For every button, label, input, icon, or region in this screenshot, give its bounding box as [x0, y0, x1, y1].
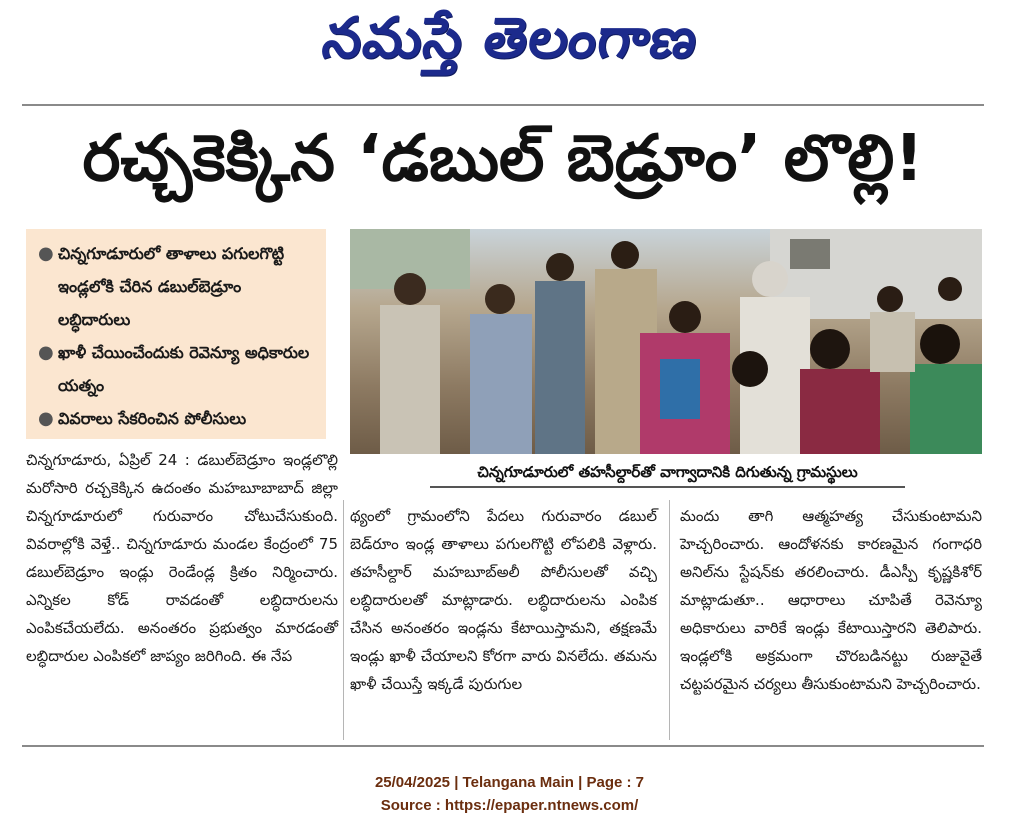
bottom-divider — [22, 745, 984, 747]
footer-source[interactable]: Source : https://epaper.ntnews.com/ — [380, 797, 639, 814]
footer-date-page: 25/04/2025 | Telangana Main | Page : 7 — [374, 774, 645, 791]
masthead — [0, 0, 1019, 90]
bullet-icon: ● — [38, 342, 54, 363]
article-column-3: మందు తాగి ఆత్మహత్య చేసుకుంటామని హెచ్చరించారు. ఆందోళనకు కారణమైన గంగాధరి అనిల్‌ను స్టేషన్‌కు తరలించారు. డీఎస్పీ కృష్ణకిశోర్ మాట్లాడుతూ.. ఆధారాలు చూపితే రెవెన్యూ అధికారులు వారికే ఇండ్లు కేటాయిస్తారని తెలిపారు. ఇండ్లలోకి అక్రమంగా చొరబడినట్టు రుజువైతే చట్టపరమైన చర్యలు తీసుకుంటామని హెచ్చరించారు. — [680, 507, 982, 693]
masthead-title: నమస్తే తెలంగాణ — [318, 5, 703, 71]
highlight-text: వివరాలు సేకరించిన పోలీసులు — [58, 409, 247, 428]
highlight-text: చిన్నగూడూరులో తాళాలు పగులగొట్టి ఇండ్లలోకి చేరిన డబుల్‌బెడ్రూం లబ్ధిదారులు — [58, 244, 285, 329]
highlight-item — [36, 402, 316, 435]
column-divider — [343, 500, 344, 740]
article-column-1: చిన్నగూడూరు, ఏప్రిల్ 24 : డబుల్‌బెడ్రూం ఇండ్లలొల్లి మరోసారి రచ్చకెక్కిన ఉదంతం మహబూబాబాద్ జిల్లా చిన్నగూడూరులో గురువారం చోటుచేసుకుంది. వివరాల్లోకి వెళ్తే.. చిన్నగూడూరు మండల కేంద్రంలో 75 డబుల్‌బెడ్రూం ఇండ్లు రెండేండ్ల క్రితం నిర్మించారు. ఎన్నికల కోడ్ రావడంతో లబ్ధిదారులను ఎంపికచేయలేదు. అనంతరం ప్రభుత్వం మారడంతో లబ్ధిదారుల ఎంపికలో జాప్యం జరిగింది. ఈ నేప — [26, 451, 338, 665]
photo-caption: చిన్నగూడూరులో తహసీల్దార్‌తో వాగ్వాదానికి దిగుతున్న గ్రామస్థులు — [430, 458, 905, 488]
crowd-photo-placeholder — [350, 229, 982, 454]
top-divider — [22, 104, 984, 106]
highlight-item — [36, 336, 316, 402]
highlight-item — [36, 237, 316, 336]
headline: రచ్చకెక్కిన ‘డబుల్ బెడ్రూం’ లొల్లి! — [82, 121, 924, 196]
column-divider — [669, 500, 670, 740]
highlights-box — [26, 229, 326, 439]
bullet-icon: ● — [38, 408, 54, 429]
highlight-text: ఖాళీ చేయించేందుకు రెవెన్యూ అధికారుల యత్నం — [58, 343, 310, 395]
news-photo — [350, 229, 982, 454]
article-column-2: థ్యంలో గ్రామంలోని పేదలు గురువారం డబుల్ బెడ్‌రూం ఇండ్ల తాళాలు పగులగొట్టి లోపలికి వెళ్లారు. తహసీల్దార్ మహబూబ్‌అలీ పోలీసులతో వచ్చి లబ్ధిదారులతో మాట్లాడారు. లబ్ధిదారులను ఎంపిక చేసిన అనంతరం ఇండ్లను కేటాయిస్తామని, తక్షణమే ఇండ్లు ఖాళీ చేయాలని కోరగా వారు వినలేదు. తమను ఖాళీ చేయిస్తే ఇక్కడే పురుగుల — [350, 507, 657, 693]
bullet-icon: ● — [38, 243, 54, 264]
